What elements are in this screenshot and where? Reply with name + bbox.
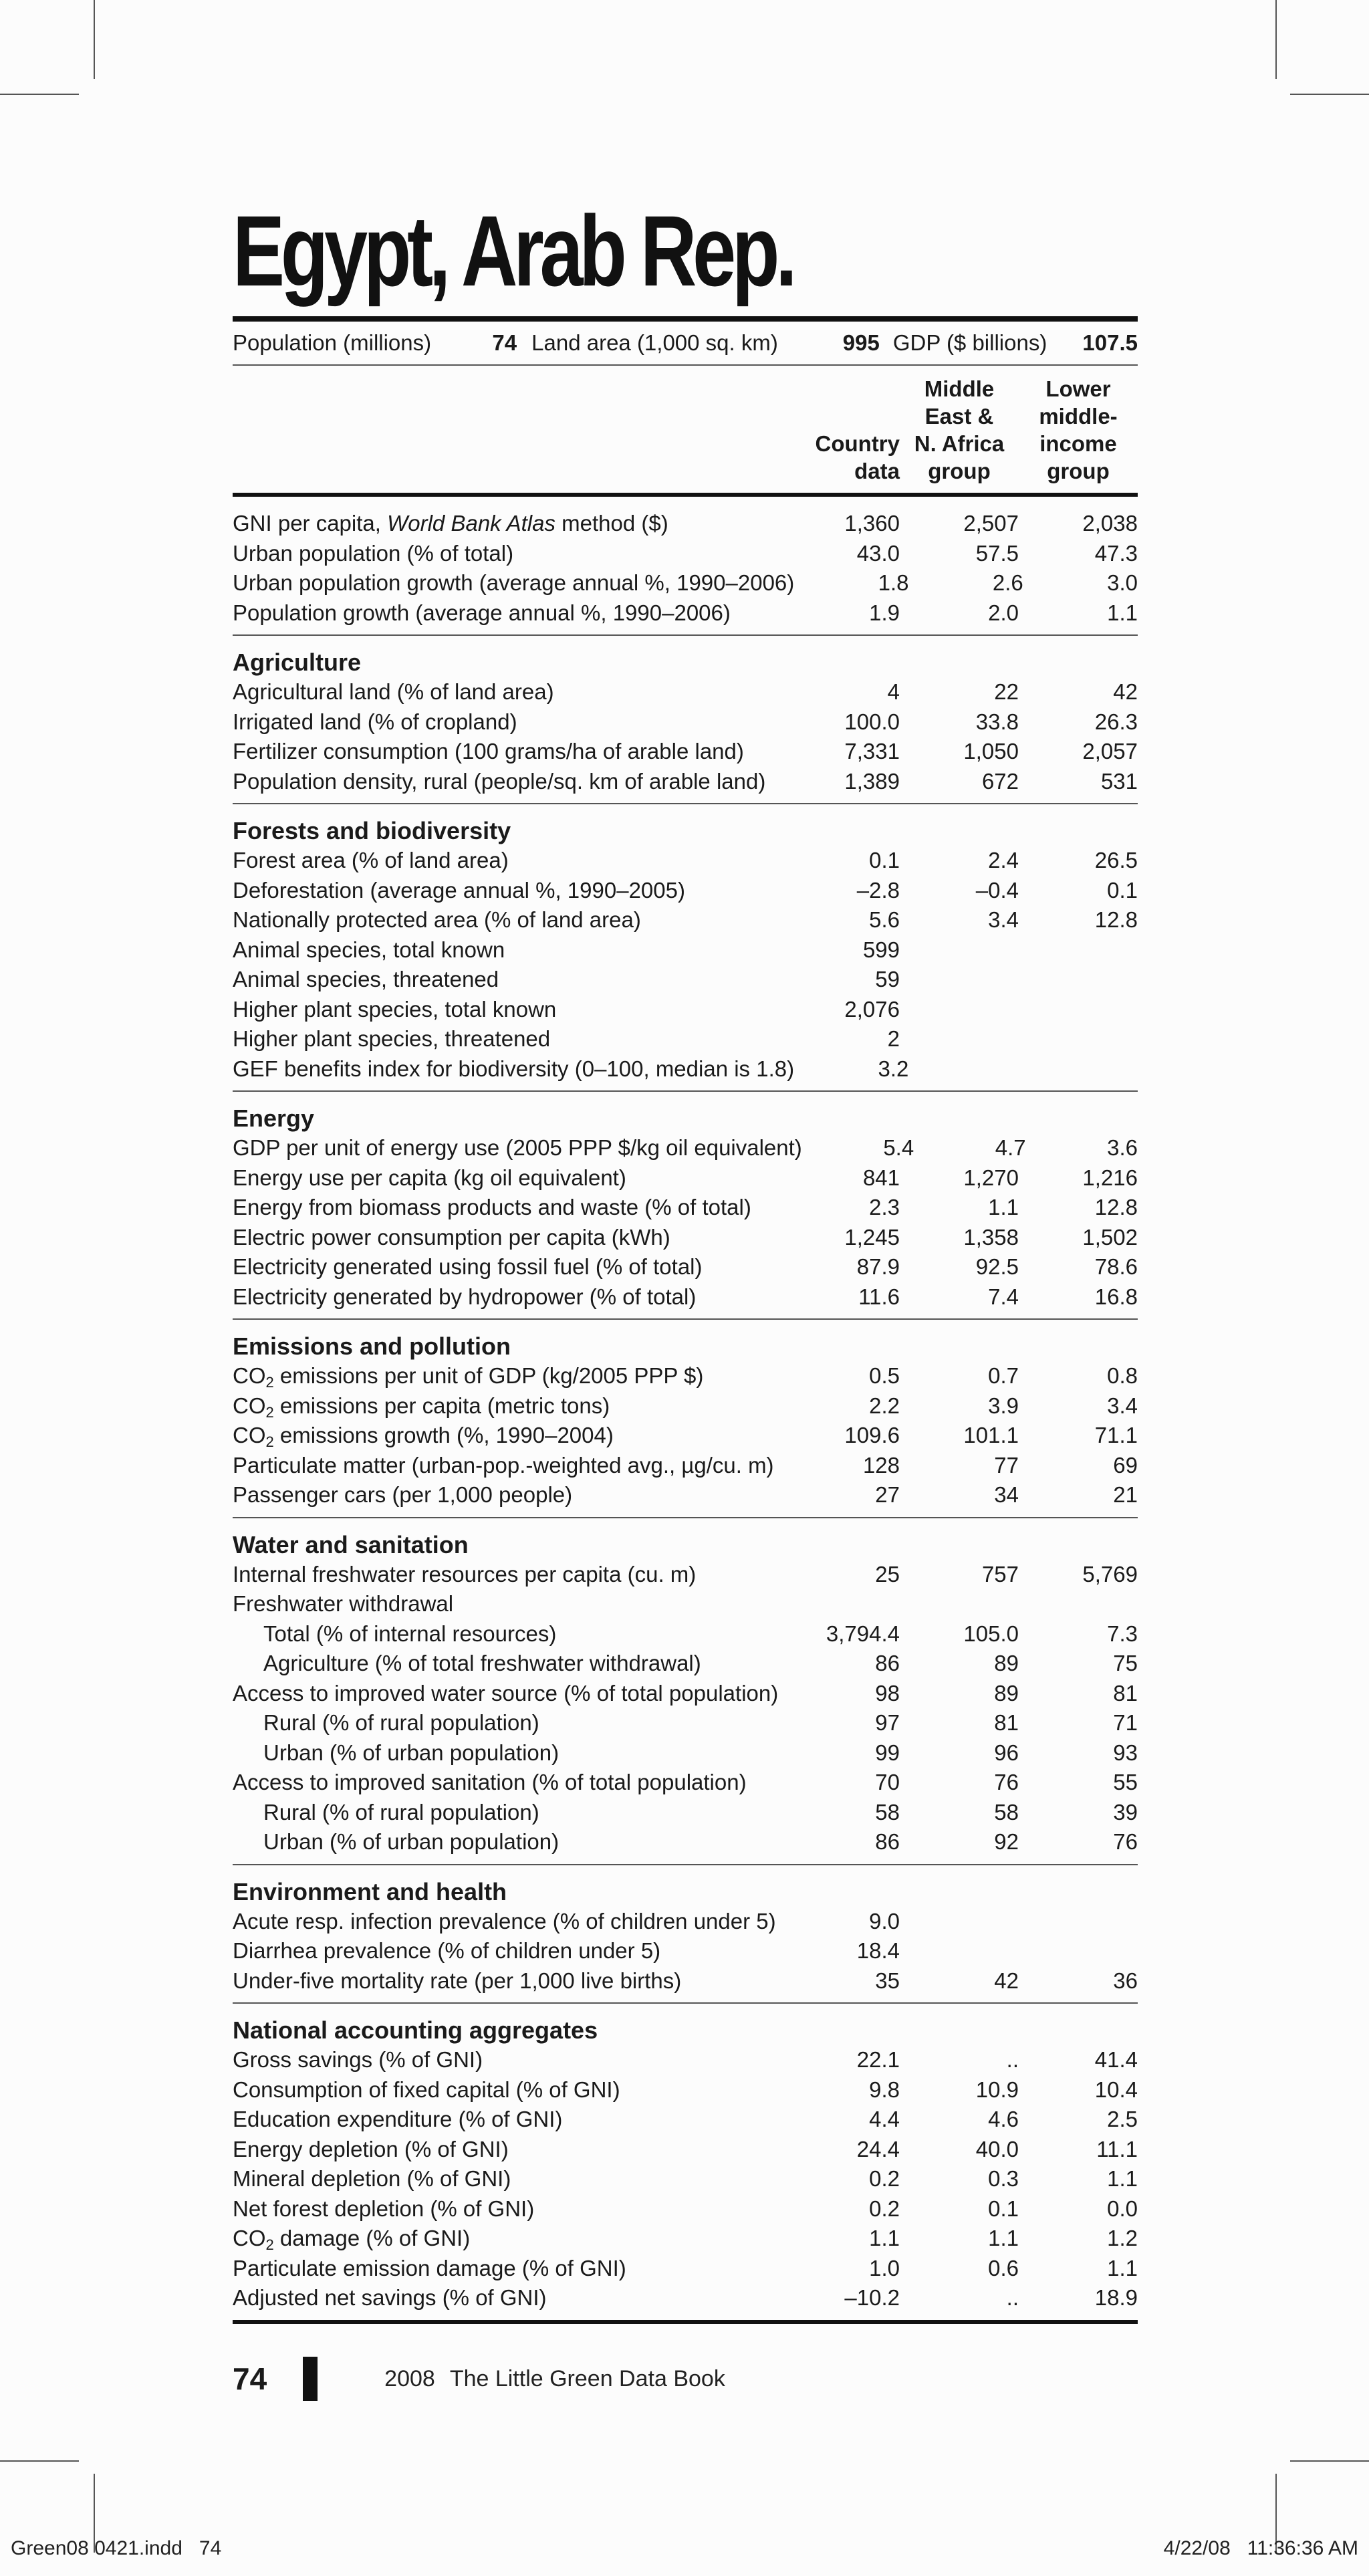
row-label: Nationally protected area (% of land area) (233, 907, 641, 933)
region-value: 4.7 (995, 1135, 1026, 1161)
income-value: 2,057 (1082, 739, 1138, 764)
income-value: 3.0 (1107, 570, 1138, 596)
income-value: 71 (1113, 1710, 1138, 1736)
region-value: 77 (994, 1452, 1019, 1478)
table-row (233, 509, 1138, 539)
country-value: 1,360 (844, 511, 900, 536)
region-value: 2.0 (988, 600, 1019, 625)
section-title: Environment and health (233, 1877, 507, 1905)
page-title: Egypt, Arab Rep. (233, 195, 793, 307)
country-value: 1.9 (869, 600, 900, 625)
country-value: 1.8 (878, 570, 909, 596)
summary-line (233, 322, 1138, 364)
table-row (233, 1560, 1138, 1590)
table-row (233, 2283, 1138, 2313)
region-value: 34 (994, 1482, 1019, 1508)
country-value: 1,245 (844, 1224, 900, 1250)
subscript: 2 (265, 1433, 274, 1451)
income-value: 1.2 (1107, 2226, 1138, 2251)
column-header-income: Lower middle- income group (1039, 376, 1118, 483)
country-value: 4.4 (869, 2107, 900, 2132)
footer-bar (303, 2357, 318, 2401)
column-header-region: Middle East & N. Africa group (914, 376, 1005, 483)
section-title: Energy (233, 1104, 315, 1132)
crop-mark (0, 2460, 79, 2462)
income-value: 41.4 (1094, 2047, 1138, 2073)
country-value: 841 (862, 1165, 900, 1190)
income-value: 75 (1113, 1651, 1138, 1676)
income-value: 69 (1113, 1452, 1138, 1478)
table-row (233, 1966, 1138, 1996)
country-value: 1.1 (869, 2226, 900, 2251)
row-label: Energy depletion (% of GNI) (233, 2136, 509, 2161)
country-value: 86 (875, 1829, 900, 1855)
row-label: Irrigated land (% of cropland) (233, 709, 517, 734)
region-value: 58 (994, 1799, 1019, 1825)
table-row (233, 846, 1138, 876)
crop-mark (0, 94, 79, 95)
country-value: 99 (875, 1740, 900, 1765)
table-row (233, 2224, 1138, 2254)
country-value: 5.6 (869, 907, 900, 933)
table-row (233, 905, 1138, 935)
country-value: 4 (887, 679, 900, 705)
income-value: 1.1 (1107, 600, 1138, 625)
row-label: Net forest depletion (% of GNI) (233, 2196, 535, 2221)
subscript: 2 (265, 1374, 274, 1391)
row-label: Population growth (average annual %, 1990–2006) (233, 600, 731, 625)
row-label: Forest area (% of land area) (233, 848, 509, 873)
country-value: 2.2 (869, 1393, 900, 1418)
section-water-and-sanitation (233, 1518, 1138, 1864)
table-row (233, 1252, 1138, 1282)
region-value: 3.9 (988, 1393, 1019, 1418)
row-label: Higher plant species, threatened (233, 1026, 551, 1052)
table-row (233, 2045, 1138, 2075)
table-row (233, 737, 1138, 767)
income-value: 78.6 (1094, 1254, 1138, 1280)
column-headers (233, 366, 1138, 493)
row-label: $CO_2$ emissions growth (%, 1990–2004) (233, 1423, 614, 1451)
region-value: 0.7 (988, 1363, 1019, 1389)
country-value: 1,389 (844, 768, 900, 794)
region-value: 10.9 (975, 2077, 1019, 2102)
income-value: 3.6 (1107, 1135, 1138, 1161)
region-value: 101.1 (963, 1423, 1019, 1448)
country-page (233, 191, 1138, 2324)
region-value: 105.0 (963, 1621, 1019, 1646)
section-forests-and-biodiversity (233, 804, 1138, 1090)
row-label: Particulate emission damage (% of GNI) (233, 2255, 626, 2280)
table-row (233, 2254, 1138, 2284)
table-row (233, 707, 1138, 737)
row-label: GEF benefits index for biodiversity (0–100, median is 1.8) (233, 1056, 795, 1081)
row-label: Consumption of fixed capital (% of GNI) (233, 2077, 620, 2102)
income-value: 39 (1113, 1799, 1138, 1825)
country-value: –2.8 (856, 877, 900, 903)
table-row (233, 598, 1138, 628)
row-label: Education expenditure (% of GNI) (233, 2107, 563, 2132)
table-row (233, 677, 1138, 707)
slug-file: Green08 0421.indd 74 (11, 2537, 222, 2559)
income-value: 26.3 (1094, 709, 1138, 734)
population-value: 74 (492, 330, 517, 355)
income-value: 21 (1113, 1482, 1138, 1508)
row-label: Animal species, total known (233, 937, 505, 962)
table-row (233, 1619, 1138, 1649)
table-row (233, 568, 1138, 598)
region-value: 1.1 (988, 2226, 1019, 2251)
row-label: Electricity generated using fossil fuel (% of total) (233, 1254, 703, 1280)
income-value: 2,038 (1082, 511, 1138, 536)
row-label: Freshwater withdrawal (233, 1591, 454, 1617)
book-name: The Little Green Data Book (449, 2365, 725, 2391)
region-value: 40.0 (975, 2136, 1019, 2161)
row-label: Higher plant species, total known (233, 996, 557, 1022)
region-value: 0.6 (988, 2255, 1019, 2280)
table-row (233, 1163, 1138, 1193)
country-value: 7,331 (844, 739, 900, 764)
country-value: 2 (887, 1026, 900, 1052)
row-label: Urban population growth (average annual %, 1990–2006) (233, 570, 795, 596)
income-value: 12.8 (1094, 907, 1138, 933)
section-title: Agriculture (233, 649, 362, 676)
region-value: 76 (994, 1770, 1019, 1795)
income-value: 11.1 (1096, 2136, 1138, 2161)
country-value: 70 (875, 1770, 900, 1795)
row-label: Animal species, threatened (233, 967, 499, 992)
crop-mark (1275, 0, 1277, 79)
country-value: 27 (875, 1482, 900, 1508)
table-row (233, 995, 1138, 1025)
row-label: $CO_2$ damage (% of GNI) (233, 2226, 471, 2254)
table-row (233, 1451, 1138, 1481)
table-row (233, 2135, 1138, 2165)
row-label: Rural (% of rural population) (263, 1710, 539, 1736)
row-label: Mineral depletion (% of GNI) (233, 2166, 511, 2192)
country-value: 87.9 (856, 1254, 900, 1280)
income-value: 71.1 (1094, 1423, 1138, 1448)
population-label: Population (millions) (233, 330, 432, 355)
section-title: Forests and biodiversity (233, 817, 511, 844)
region-value: 92 (994, 1829, 1019, 1855)
book-title (384, 2366, 740, 2392)
region-value: –0.4 (975, 877, 1019, 903)
gdp-value: 107.5 (1082, 330, 1138, 355)
row-label: Electric power consumption per capita (kWh) (233, 1224, 670, 1250)
section-intro (233, 497, 1138, 634)
table-row (233, 965, 1138, 995)
country-value: 18.4 (856, 1938, 900, 1964)
income-value: 18.9 (1094, 2285, 1138, 2311)
slug-date: 4/22/08 11:36:36 AM (1163, 2537, 1358, 2559)
table-row (233, 1024, 1138, 1054)
crop-mark (1290, 94, 1369, 95)
country-value: 3.2 (878, 1056, 909, 1081)
income-value: 3.4 (1107, 1393, 1138, 1418)
country-value: 3,794.4 (826, 1621, 900, 1646)
row-label: Energy use per capita (kg oil equivalent) (233, 1165, 626, 1190)
table-row (233, 2105, 1138, 2135)
row-label: GDP per unit of energy use (2005 PPP $/kg oil equivalent) (233, 1135, 802, 1161)
region-value: 89 (994, 1651, 1019, 1676)
section-national-accounting-aggregates (233, 2004, 1138, 2320)
region-value: 42 (994, 1968, 1019, 1993)
table-row (233, 1679, 1138, 1709)
country-value: –10.2 (844, 2285, 900, 2311)
row-label: Urban (% of urban population) (263, 1829, 559, 1855)
income-value: 16.8 (1094, 1284, 1138, 1309)
income-value: 1.1 (1107, 2255, 1138, 2280)
region-value: 4.6 (988, 2107, 1019, 2132)
row-label: $CO_2$ emissions per capita (metric tons) (233, 1393, 610, 1421)
country-value: 1.0 (869, 2255, 900, 2280)
subscript: 2 (265, 2236, 274, 2254)
country-value: 5.4 (883, 1135, 914, 1161)
table-row (233, 1193, 1138, 1223)
region-value: 0.3 (988, 2166, 1019, 2192)
region-value: 2.4 (988, 848, 1019, 873)
table-row (233, 1391, 1138, 1421)
income-value: 2.5 (1107, 2107, 1138, 2132)
row-label: Population density, rural (people/sq. km of arable land) (233, 768, 766, 794)
region-value: 1.1 (988, 1195, 1019, 1220)
country-value: 59 (875, 967, 900, 992)
row-label: Urban (% of urban population) (263, 1740, 559, 1765)
region-value: 2,507 (963, 511, 1019, 536)
crop-mark (94, 0, 95, 79)
income-value: 81 (1113, 1680, 1138, 1706)
region-value: 96 (994, 1740, 1019, 1765)
row-label: Total (% of internal resources) (263, 1621, 557, 1646)
income-value: 93 (1113, 1740, 1138, 1765)
label-italic: World Bank Atlas (387, 511, 555, 536)
country-value: 9.8 (869, 2077, 900, 2102)
income-value: 76 (1113, 1829, 1138, 1855)
land-area-label: Land area (1,000 sq. km) (531, 330, 778, 355)
row-label: Acute resp. infection prevalence (% of children under 5) (233, 1908, 776, 1934)
country-value: 43.0 (856, 540, 900, 566)
income-value: 5,769 (1082, 1561, 1138, 1587)
country-value: 599 (862, 937, 900, 962)
table-row (233, 1589, 1138, 1619)
table-row (233, 1827, 1138, 1857)
income-value: 42 (1113, 679, 1138, 705)
table-row (233, 2164, 1138, 2194)
country-value: 0.2 (869, 2196, 900, 2221)
table-row (233, 876, 1138, 906)
region-value: 0.1 (988, 2196, 1019, 2221)
income-value: 26.5 (1094, 848, 1138, 873)
table-row (233, 1480, 1138, 1510)
table-row (233, 1768, 1138, 1798)
region-value: 3.4 (988, 907, 1019, 933)
income-value: 36 (1113, 1968, 1138, 1993)
income-value: 531 (1100, 768, 1138, 794)
country-value: 0.5 (869, 1363, 900, 1389)
row-label: GNI per capita, World Bank Atlas method ($) (233, 511, 668, 536)
country-value: 100.0 (844, 709, 900, 734)
income-value: 12.8 (1094, 1195, 1138, 1220)
table-row (233, 2075, 1138, 2105)
section-environment-and-health (233, 1865, 1138, 2003)
region-value: 672 (981, 768, 1019, 794)
region-value: 33.8 (975, 709, 1019, 734)
table-row (233, 1738, 1138, 1768)
region-value: 757 (981, 1561, 1019, 1587)
region-value: 1,050 (963, 739, 1019, 764)
table-end-rule (233, 2320, 1138, 2324)
country-value: 0.2 (869, 2166, 900, 2192)
country-value: 0.1 (869, 848, 900, 873)
country-value: 58 (875, 1799, 900, 1825)
crop-mark (1290, 2460, 1369, 2462)
page-footer (233, 2357, 740, 2401)
table-row (233, 935, 1138, 965)
row-label: Diarrhea prevalence (% of children under 5) (233, 1938, 661, 1964)
land-area-value: 995 (842, 330, 880, 355)
table-row (233, 1054, 1138, 1084)
income-value: 47.3 (1094, 540, 1138, 566)
income-value: 1,502 (1082, 1224, 1138, 1250)
row-label: Agriculture (% of total freshwater withdrawal) (263, 1651, 701, 1676)
country-value: 98 (875, 1680, 900, 1706)
row-label: Access to improved sanitation (% of total population) (233, 1770, 747, 1795)
section-agriculture (233, 636, 1138, 803)
income-value: 1.1 (1107, 2166, 1138, 2192)
table-row (233, 539, 1138, 569)
table-row (233, 767, 1138, 797)
row-label: Adjusted net savings (% of GNI) (233, 2285, 547, 2311)
country-value: 97 (875, 1710, 900, 1736)
indicator-table (233, 497, 1138, 2320)
country-value: 35 (875, 1968, 900, 1993)
region-value: 81 (994, 1710, 1019, 1736)
income-value: 0.1 (1107, 877, 1138, 903)
region-value: 89 (994, 1680, 1019, 1706)
region-value: .. (1006, 2047, 1019, 2073)
income-value: 0.8 (1107, 1363, 1138, 1389)
row-label: Passenger cars (per 1,000 people) (233, 1482, 573, 1508)
table-row (233, 1907, 1138, 1937)
region-value: .. (1006, 2285, 1019, 2311)
row-label: Rural (% of rural population) (263, 1799, 539, 1825)
country-value: 86 (875, 1651, 900, 1676)
country-value: 2.3 (869, 1195, 900, 1220)
row-label: Deforestation (average annual %, 1990–2005) (233, 877, 685, 903)
country-value: 128 (862, 1452, 900, 1478)
section-energy (233, 1092, 1138, 1318)
country-value: 109.6 (844, 1423, 900, 1448)
table-row (233, 1936, 1138, 1966)
gdp-label: GDP ($ billions) (892, 330, 1047, 355)
region-value: 1,270 (963, 1165, 1019, 1190)
row-label: Access to improved water source (% of total population) (233, 1680, 779, 1706)
region-value: 7.4 (988, 1284, 1019, 1309)
region-value: 22 (994, 679, 1019, 705)
section-title: National accounting aggregates (233, 2016, 598, 2044)
table-row (233, 1361, 1138, 1391)
table-row (233, 1223, 1138, 1253)
table-row (233, 1282, 1138, 1312)
row-label: Energy from biomass products and waste (% of total) (233, 1195, 751, 1220)
region-value: 57.5 (975, 540, 1019, 566)
country-value: 11.6 (858, 1284, 900, 1309)
row-label: Fertilizer consumption (100 grams/ha of arable land) (233, 739, 744, 764)
region-value: 92.5 (975, 1254, 1019, 1280)
column-header-country: Country data (815, 431, 900, 483)
section-title: Water and sanitation (233, 1530, 469, 1558)
region-value: 1,358 (963, 1224, 1019, 1250)
income-value: 0.0 (1107, 2196, 1138, 2221)
income-value: 10.4 (1094, 2077, 1138, 2102)
row-label: Particulate matter (urban-pop.-weighted avg., µg/cu. m) (233, 1452, 774, 1478)
table-row (233, 1133, 1138, 1163)
row-label: Under-five mortality rate (per 1,000 live births) (233, 1968, 682, 1993)
table-row (233, 2194, 1138, 2224)
income-value: 1,216 (1082, 1165, 1138, 1190)
table-row (233, 1421, 1138, 1451)
country-value: 25 (875, 1561, 900, 1587)
table-row (233, 1798, 1138, 1828)
section-emissions-and-pollution (233, 1320, 1138, 1517)
country-value: 2,076 (844, 996, 900, 1022)
income-value: 7.3 (1107, 1621, 1138, 1646)
row-label: Internal freshwater resources per capita (cu. m) (233, 1561, 697, 1587)
row-label: Electricity generated by hydropower (% of total) (233, 1284, 697, 1309)
row-label: $CO_2$ emissions per unit of GDP (kg/2005 PPP $) (233, 1363, 704, 1391)
book-year: 2008 (384, 2365, 435, 2391)
income-value: 55 (1113, 1770, 1138, 1795)
subscript: 2 (265, 1403, 274, 1421)
region-value: 2.6 (992, 570, 1023, 596)
country-value: 22.1 (856, 2047, 900, 2073)
table-row (233, 1708, 1138, 1738)
table-row (233, 1649, 1138, 1679)
country-value: 24.4 (856, 2136, 900, 2161)
row-label: Urban population (% of total) (233, 540, 514, 566)
country-value: 9.0 (869, 1908, 900, 1934)
section-title: Emissions and pollution (233, 1332, 511, 1360)
row-label: Agricultural land (% of land area) (233, 679, 554, 705)
row-label: Gross savings (% of GNI) (233, 2047, 483, 2073)
page-number: 74 (233, 2361, 267, 2396)
title-rule (233, 316, 1138, 322)
